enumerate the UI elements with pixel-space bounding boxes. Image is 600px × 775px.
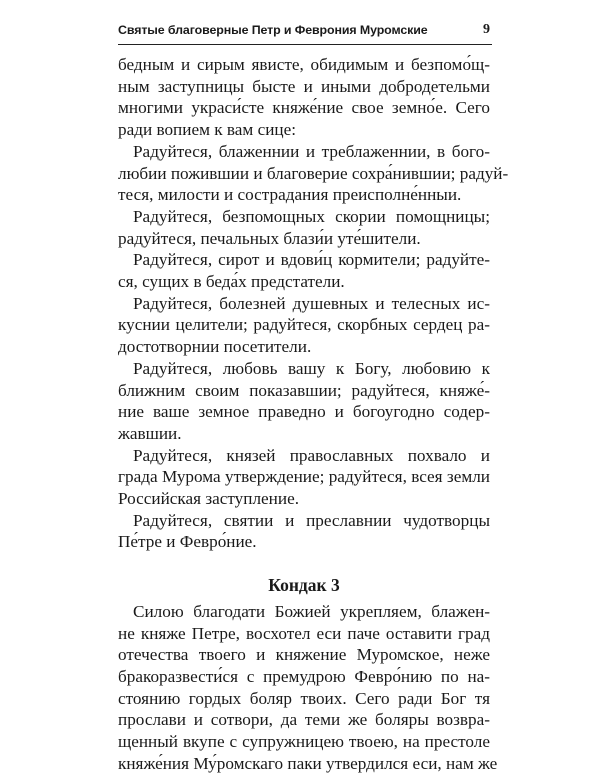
text-line: теся, милости и сострадания преисполне́нныи.	[118, 185, 462, 205]
text-line: Радуйтеся, сирот и вдови́ц кормители; радуйте-	[133, 250, 490, 270]
text-line: прослави и сотвори, да теми же боляры возвра-	[118, 710, 490, 730]
text-line: Силою благодати Божией укрепляем, блажен-	[133, 601, 490, 621]
text-line: ся, сущих в беда́х предстатели.	[118, 272, 345, 292]
page-number: 9	[483, 22, 490, 37]
text-line: Радуйтеся, князей православных похвало и	[133, 445, 490, 465]
text-line: Радуйтеся, святии и преславнии чудотворцы	[133, 510, 490, 530]
paragraph-7	[118, 445, 490, 510]
text-line: бедным и сирым явисте, обидимым и безпомо́щ-	[118, 55, 490, 74]
text-line: княже́ния Му́ромскаго паки утвердился еси, нам же	[118, 753, 498, 773]
text-line: Радуйтеся, блаженнии и треблаженнии, в бого-	[133, 141, 490, 161]
text-line: не княже Петре, восхотел еси паче оставити град	[118, 623, 490, 643]
text-line: бракоразвести́ся с премудрою Февро́нию по на-	[118, 666, 490, 686]
paragraph-1	[118, 54, 490, 141]
text-line: ным заступницы бысте и иными добродетельми	[118, 76, 490, 96]
text-line: ние ваше земное праведно и богоугодно содер-	[118, 402, 490, 422]
text-line: ближним своим показавшии; радуйтеся, княже́-	[118, 380, 490, 400]
paragraph-4	[118, 249, 490, 292]
text-line: ради вопием к вам сице:	[118, 120, 297, 140]
text-line: Радуйтеся, безпомощных скории помощницы;	[133, 206, 490, 226]
page-body	[118, 54, 509, 775]
text-line: отечества твоего и княжение Муромское, неже	[118, 645, 490, 665]
running-header	[118, 20, 492, 45]
paragraph-6	[118, 358, 490, 445]
paragraph-8	[118, 510, 490, 553]
text-line: многими украси́сте княже́ние свое земно́е. Сего	[118, 98, 490, 118]
kondak-heading: Кондак 3	[268, 575, 340, 596]
paragraph-2	[118, 141, 509, 206]
text-line: достотворнии посетители.	[118, 337, 312, 357]
paragraph-3	[118, 206, 490, 249]
text-line: Радуйтеся, любовь вашу к Богу, любовию к	[133, 358, 490, 378]
text-line: Пе́тре и Февро́ние.	[118, 532, 257, 552]
text-line: жавшии.	[118, 423, 182, 443]
text-line: щенный вкупе с супружницею твоею, на престоле	[118, 732, 490, 752]
text-line: радуйтеся, печальных блази́и уте́шители.	[118, 228, 421, 248]
text-line: стоянию гордых боляр твоих. Сего ради Бог тя	[118, 688, 490, 708]
paragraph-9	[118, 601, 498, 775]
paragraph-5	[118, 293, 490, 358]
text-line: Радуйтеся, болезней душевных и телесных ис-	[133, 293, 490, 313]
text-line: куснии целители; радуйтеся, скорбных сердец ра-	[118, 315, 490, 335]
text-line: града Мурома утверждение; радуйтеся, всея земли	[118, 467, 490, 487]
running-title: Святые благоверные Петр и Феврония Муромские	[118, 23, 428, 37]
text-line: любии пожившии и благоверие сохра́нившии; радуй-	[118, 163, 509, 183]
text-line: Российская заступление.	[118, 489, 300, 509]
